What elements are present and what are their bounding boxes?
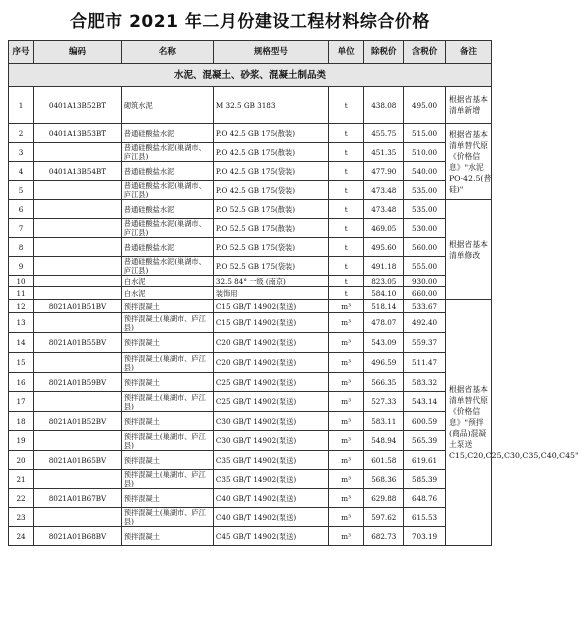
- row-spec: P.O 52.5 GB 175(散装): [213, 219, 328, 238]
- row-code: [34, 313, 122, 333]
- row-spec: M 32.5 GB 3183: [213, 87, 328, 124]
- row-price-inc: 492.40: [404, 313, 446, 333]
- row-name: 白水泥: [121, 287, 213, 300]
- row-price-inc: 559.37: [404, 333, 446, 353]
- row-unit: t: [328, 124, 364, 143]
- price-table: [8, 40, 579, 546]
- row-spec: P.O 42.5 GB 175(散装): [213, 124, 328, 143]
- row-price-ex: 477.90: [364, 162, 404, 181]
- row-price-ex: 473.48: [364, 181, 404, 200]
- row-price-inc: 530.00: [404, 219, 446, 238]
- table-row: [9, 489, 492, 508]
- row-name: 预拌混凝土: [121, 373, 213, 392]
- row-spec: 装饰用: [213, 287, 328, 300]
- row-price-inc: 660.00: [404, 287, 446, 300]
- row-seq: 5: [9, 181, 34, 200]
- row-spec: C40 GB/T 14902(泵送): [213, 508, 328, 527]
- row-spec: C35 GB/T 14902(泵送): [213, 451, 328, 470]
- table-row: [9, 373, 492, 392]
- row-unit: m³: [328, 313, 364, 333]
- row-seq: 1: [9, 87, 34, 124]
- row-name: 预拌混凝土: [121, 300, 213, 313]
- row-unit: m³: [328, 333, 364, 353]
- row-price-inc: 560.00: [404, 238, 446, 257]
- row-code: 0401A13B52BT: [34, 87, 122, 124]
- row-price-inc: 615.53: [404, 508, 446, 527]
- row-spec: C15 GB/T 14902(泵送): [213, 313, 328, 333]
- row-code: [34, 353, 122, 373]
- row-price-ex: 438.08: [364, 87, 404, 124]
- row-price-inc: 495.00: [404, 87, 446, 124]
- row-price-inc: 510.00: [404, 143, 446, 162]
- row-seq: 3: [9, 143, 34, 162]
- row-price-inc: 533.67: [404, 300, 446, 313]
- row-spec: P.O 52.5 GB 175(袋装): [213, 238, 328, 257]
- row-name: 预拌混凝土(巢湖市、庐江县): [121, 508, 213, 527]
- row-price-ex: 543.09: [364, 333, 404, 353]
- row-price-ex: 597.62: [364, 508, 404, 527]
- row-unit: m³: [328, 508, 364, 527]
- row-seq: 7: [9, 219, 34, 238]
- row-spec: P.O 42.5 GB 175(袋装): [213, 162, 328, 181]
- row-name: 普通硅酸盐水泥(巢湖市、庐江县): [121, 181, 213, 200]
- row-price-inc: 585.39: [404, 470, 446, 489]
- row-price-ex: 496.59: [364, 353, 404, 373]
- row-code: 0401A13B53BT: [34, 124, 122, 143]
- row-name: 预拌混凝土: [121, 489, 213, 508]
- table-row: [9, 313, 492, 333]
- row-price-inc: 540.00: [404, 162, 446, 181]
- row-seq: 20: [9, 451, 34, 470]
- row-seq: 12: [9, 300, 34, 313]
- header-note: 备注: [445, 41, 491, 64]
- row-unit: m³: [328, 470, 364, 489]
- row-price-inc: 600.59: [404, 412, 446, 431]
- table-row: [9, 527, 492, 546]
- row-seq: 13: [9, 313, 34, 333]
- row-price-ex: 601.58: [364, 451, 404, 470]
- row-price-ex: 495.60: [364, 238, 404, 257]
- row-code: [34, 276, 122, 287]
- row-price-inc: 543.14: [404, 392, 446, 412]
- row-price-ex: 478.07: [364, 313, 404, 333]
- row-name: 预拌混凝土(巢湖市、庐江县): [121, 470, 213, 489]
- row-code: 8021A01B67BV: [34, 489, 122, 508]
- row-name: 普通硅酸盐水泥(巢湖市、庐江县): [121, 143, 213, 162]
- row-unit: m³: [328, 373, 364, 392]
- row-note: 根据省基本清单修改: [445, 200, 491, 300]
- table-row: [9, 87, 492, 124]
- row-code: [34, 508, 122, 527]
- row-spec: C30 GB/T 14902(泵送): [213, 431, 328, 451]
- header-name: 名称: [121, 41, 213, 64]
- row-unit: m³: [328, 353, 364, 373]
- row-unit: t: [328, 257, 364, 276]
- row-price-inc: 535.00: [404, 181, 446, 200]
- table-row: [9, 181, 492, 200]
- row-spec: C20 GB/T 14902(泵送): [213, 333, 328, 353]
- table-row: [9, 257, 492, 276]
- table-row: [9, 300, 492, 313]
- page-title: 合肥市 2021 年二月份建设工程材料综合价格: [70, 11, 430, 32]
- row-seq: 18: [9, 412, 34, 431]
- row-price-inc: 555.00: [404, 257, 446, 276]
- row-price-inc: 535.00: [404, 200, 446, 219]
- row-code: 8021A01B51BV: [34, 300, 122, 313]
- row-spec: C40 GB/T 14902(泵送): [213, 489, 328, 508]
- row-code: 8021A01B68BV: [34, 527, 122, 546]
- row-spec: C25 GB/T 14902(泵送): [213, 373, 328, 392]
- row-price-inc: 565.39: [404, 431, 446, 451]
- row-seq: 8: [9, 238, 34, 257]
- row-note: 根据省基本清单替代原《价格信息》"水泥 PO·42.5(普硅)": [445, 124, 491, 200]
- row-price-inc: 930.00: [404, 276, 446, 287]
- table-row: [9, 412, 492, 431]
- header-price-inc: 含税价: [404, 41, 446, 64]
- row-code: [34, 200, 122, 219]
- row-spec: P.O 52.5 GB 175(散装): [213, 200, 328, 219]
- row-price-ex: 473.48: [364, 200, 404, 219]
- table-row: [9, 219, 492, 238]
- row-seq: 9: [9, 257, 34, 276]
- row-name: 预拌混凝土: [121, 451, 213, 470]
- row-unit: m³: [328, 431, 364, 451]
- row-name: 预拌混凝土(巢湖市、庐江县): [121, 431, 213, 451]
- row-code: [34, 181, 122, 200]
- row-seq: 19: [9, 431, 34, 451]
- row-note: 根据省基本清单新增: [445, 87, 491, 124]
- table-row: [9, 287, 492, 300]
- row-name: 预拌混凝土: [121, 333, 213, 353]
- row-name: 普通硅酸盐水泥(巢湖市、庐江县): [121, 257, 213, 276]
- row-seq: 11: [9, 287, 34, 300]
- row-price-inc: 515.00: [404, 124, 446, 143]
- row-name: 预拌混凝土: [121, 527, 213, 546]
- row-seq: 22: [9, 489, 34, 508]
- row-price-ex: 451.35: [364, 143, 404, 162]
- row-price-inc: 583.32: [404, 373, 446, 392]
- table-row: [9, 200, 492, 219]
- row-code: 0401A13B54BT: [34, 162, 122, 181]
- row-name: 预拌混凝土: [121, 412, 213, 431]
- section-title: 水泥、混凝土、砂浆、混凝土制品类: [9, 64, 492, 87]
- row-price-ex: 469.05: [364, 219, 404, 238]
- row-seq: 15: [9, 353, 34, 373]
- table-row: [9, 333, 492, 353]
- row-unit: m³: [328, 300, 364, 313]
- row-unit: t: [328, 219, 364, 238]
- row-price-ex: 583.11: [364, 412, 404, 431]
- row-name: 普通硅酸盐水泥: [121, 124, 213, 143]
- table-row: [9, 124, 492, 143]
- row-spec: P.O 52.5 GB 175(袋装): [213, 257, 328, 276]
- row-unit: t: [328, 143, 364, 162]
- row-spec: 32.5 84° 一级 (南京): [213, 276, 328, 287]
- row-seq: 16: [9, 373, 34, 392]
- row-unit: t: [328, 181, 364, 200]
- row-seq: 21: [9, 470, 34, 489]
- row-price-inc: 648.76: [404, 489, 446, 508]
- table-row: [9, 470, 492, 489]
- row-name: 预拌混凝土(巢湖市、庐江县): [121, 353, 213, 373]
- row-spec: C25 GB/T 14902(泵送): [213, 392, 328, 412]
- row-name: 普通硅酸盐水泥(巢湖市、庐江县): [121, 219, 213, 238]
- row-code: 8021A01B59BV: [34, 373, 122, 392]
- row-unit: t: [328, 200, 364, 219]
- row-price-ex: 518.14: [364, 300, 404, 313]
- row-price-ex: 823.05: [364, 276, 404, 287]
- row-code: [34, 287, 122, 300]
- row-spec: C20 GB/T 14902(泵送): [213, 353, 328, 373]
- table-row: [9, 431, 492, 451]
- row-unit: m³: [328, 392, 364, 412]
- row-price-ex: 491.18: [364, 257, 404, 276]
- row-code: 8021A01B52BV: [34, 412, 122, 431]
- row-seq: 10: [9, 276, 34, 287]
- row-name: 砌筑水泥: [121, 87, 213, 124]
- table-row: [9, 353, 492, 373]
- row-unit: m³: [328, 451, 364, 470]
- row-seq: 14: [9, 333, 34, 353]
- row-price-ex: 629.88: [364, 489, 404, 508]
- row-price-ex: 682.73: [364, 527, 404, 546]
- row-price-ex: 548.94: [364, 431, 404, 451]
- row-spec: P.O 42.5 GB 175(袋装): [213, 181, 328, 200]
- header-seq: 序号: [9, 41, 34, 64]
- row-name: 普通硅酸盐水泥: [121, 200, 213, 219]
- row-code: 8021A01B55BV: [34, 333, 122, 353]
- row-unit: m³: [328, 527, 364, 546]
- row-code: [34, 392, 122, 412]
- row-unit: t: [328, 276, 364, 287]
- row-spec: C35 GB/T 14902(泵送): [213, 470, 328, 489]
- table-row: [9, 451, 492, 470]
- header-row: [9, 41, 492, 64]
- row-unit: m³: [328, 412, 364, 431]
- row-code: [34, 470, 122, 489]
- table-row: [9, 143, 492, 162]
- table-row: [9, 276, 492, 287]
- row-seq: 23: [9, 508, 34, 527]
- row-price-ex: 568.36: [364, 470, 404, 489]
- table-row: [9, 162, 492, 181]
- row-price-ex: 455.75: [364, 124, 404, 143]
- row-spec: P.O 42.5 GB 175(散装): [213, 143, 328, 162]
- row-price-inc: 619.61: [404, 451, 446, 470]
- row-price-ex: 566.35: [364, 373, 404, 392]
- row-unit: t: [328, 87, 364, 124]
- row-code: [34, 431, 122, 451]
- row-price-inc: 703.19: [404, 527, 446, 546]
- row-code: [34, 219, 122, 238]
- header-unit: 单位: [328, 41, 364, 64]
- row-code: [34, 238, 122, 257]
- row-price-ex: 584.10: [364, 287, 404, 300]
- row-seq: 2: [9, 124, 34, 143]
- row-name: 预拌混凝土(巢湖市、庐江县): [121, 392, 213, 412]
- table-row: [9, 238, 492, 257]
- row-name: 预拌混凝土(巢湖市、庐江县): [121, 313, 213, 333]
- row-code: [34, 143, 122, 162]
- row-name: 白水泥: [121, 276, 213, 287]
- table-row: [9, 392, 492, 412]
- row-unit: m³: [328, 489, 364, 508]
- row-seq: 6: [9, 200, 34, 219]
- header-code: 编码: [34, 41, 122, 64]
- row-seq: 24: [9, 527, 34, 546]
- table-row: [9, 508, 492, 527]
- section-row: [9, 64, 492, 87]
- row-spec: C30 GB/T 14902(泵送): [213, 412, 328, 431]
- row-unit: t: [328, 238, 364, 257]
- row-seq: 17: [9, 392, 34, 412]
- row-name: 普通硅酸盐水泥: [121, 162, 213, 181]
- row-spec: C45 GB/T 14902(泵送): [213, 527, 328, 546]
- row-unit: t: [328, 287, 364, 300]
- header-price-ex: 除税价: [364, 41, 404, 64]
- header-spec: 规格型号: [213, 41, 328, 64]
- row-name: 普通硅酸盐水泥: [121, 238, 213, 257]
- row-note: 根据省基本清单替代原《价格信息》"预拌(商品)混凝土泵送 C15,C20,C25,C30,C35,C40,C45": [445, 300, 491, 546]
- row-code: 8021A01B65BV: [34, 451, 122, 470]
- row-seq: 4: [9, 162, 34, 181]
- row-price-ex: 527.33: [364, 392, 404, 412]
- row-code: [34, 257, 122, 276]
- row-spec: C15 GB/T 14902(泵送): [213, 300, 328, 313]
- row-unit: t: [328, 162, 364, 181]
- row-price-inc: 511.47: [404, 353, 446, 373]
